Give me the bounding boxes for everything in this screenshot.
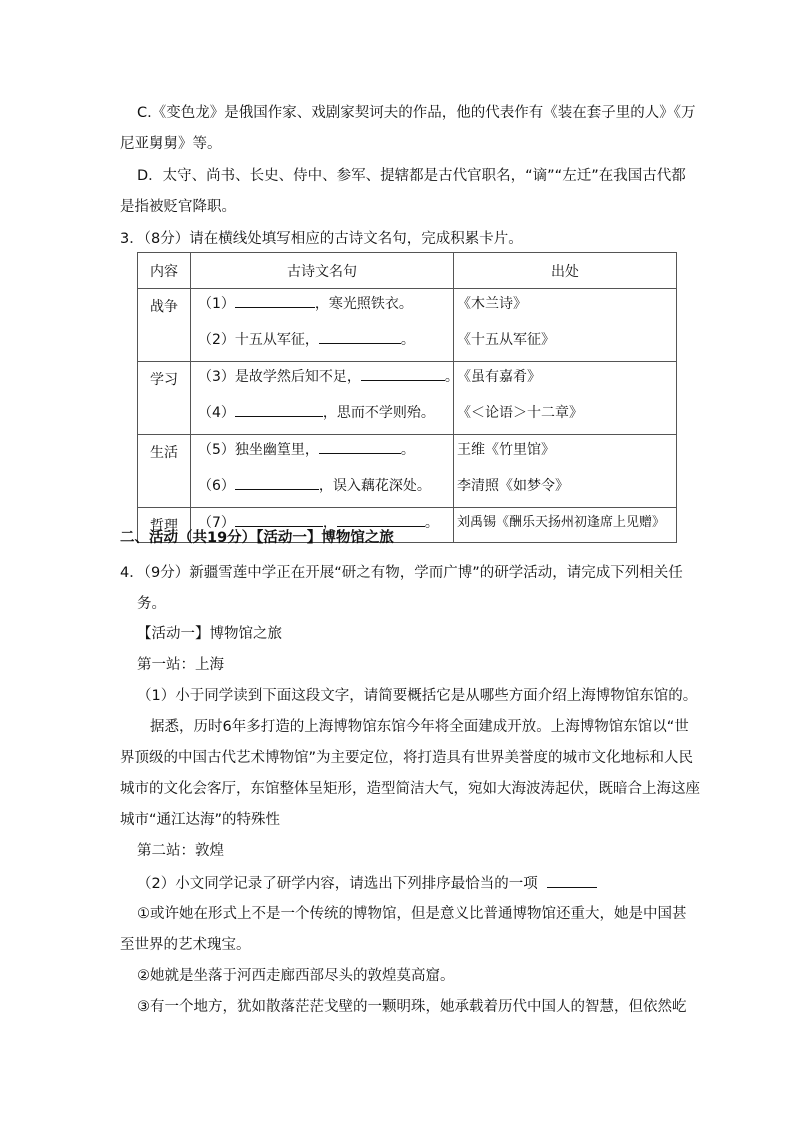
answer-blank[interactable] — [361, 366, 445, 381]
source-cell — [454, 362, 677, 435]
verse-line-5: （5）独坐幽篁里， 。 — [191, 435, 453, 471]
answer-blank[interactable] — [337, 512, 425, 527]
source-cell — [454, 508, 677, 543]
answer-blank[interactable] — [235, 475, 319, 490]
question-4-line1: 4．（9分）新疆雪莲中学正在开展“研之有物，学而广博”的研学活动，请完成下列相关任 — [120, 565, 683, 581]
verse-cell — [191, 362, 459, 435]
header-source: 出处 — [454, 253, 677, 289]
category-cell: 战争 — [138, 289, 191, 362]
subquestion-2: （2）小文同学记录了研学内容，请选出下列排序最恰当的一项 — [137, 873, 597, 894]
verse-cell — [191, 435, 454, 508]
header-content: 内容 — [138, 253, 191, 289]
answer-blank[interactable] — [319, 329, 401, 344]
category-cell: 哲理 — [138, 508, 191, 543]
question-3-title: 3．（8分）请在横线处填写相应的古诗文名句，完成积累卡片。 — [120, 231, 523, 247]
stop-2-heading: 第二站：敦煌 — [137, 843, 224, 859]
source-line: 《＜论语＞十二章》 — [457, 405, 583, 421]
sentence-item: ①或许她在形式上不是一个传统的博物馆，但是意义比普通博物馆还重大，她是中国甚 — [137, 906, 687, 922]
passage-line: 界顶级的中国古代艺术博物馆”为主要定位，将打造具有世界美誉度的城市文化地标和人民 — [120, 750, 694, 766]
option-c-line2: 尼亚舅舅》等。 — [120, 136, 222, 152]
option-d-line1: D．太守、尚书、长史、侍中、参军、提辖都是古代官职名，“谪”“左迁”在我国古代都 — [137, 168, 686, 184]
answer-blank[interactable] — [547, 873, 597, 888]
source-line: 《虽有嘉肴》 — [457, 369, 541, 385]
sentence-item: ③有一个地方，犹如散落茫茫戈壁的一颗明珠，她承载着历代中国人的智慧，但依然屹 — [137, 999, 687, 1015]
table-row-life — [138, 435, 677, 508]
answer-blank[interactable] — [235, 402, 323, 417]
verse-line-2: （2）十五从军征， 。 — [191, 325, 453, 361]
source-line: 李清照《如梦令》 — [457, 478, 569, 494]
sentence-item: ②她就是坐落于河西走廊西部尽头的敦煌莫高窟。 — [137, 968, 455, 984]
verse-line-4: （4） ，思而不学则殆。 — [191, 398, 453, 434]
source-line: 刘禹锡《酬乐天扬州初逢席上见赠》 — [457, 515, 666, 530]
verse-line-3: （3）是故学然后知不足， 。 — [191, 362, 453, 398]
sentence-item-continued: 至世界的艺术瑰宝。 — [120, 937, 251, 953]
answer-blank[interactable] — [235, 293, 315, 308]
header-verse: 古诗文名句 — [191, 253, 454, 289]
passage-line: 城市的文化会客厅，东馆整体呈矩形，造型简洁大气，宛如大海波涛起伏，既暗合上海这座 — [120, 781, 700, 797]
passage-line: 据悉，历时6年多打造的上海博物馆东馆今年将全面建成开放。上海博物馆东馆以“世 — [150, 719, 689, 735]
section-2-heading: 二、活动（共19分）【活动一】博物馆之旅 — [120, 530, 394, 546]
source-line: 《木兰诗》 — [457, 296, 527, 312]
table-header-row — [138, 253, 677, 289]
verse-line-1: （1） ，寒光照铁衣。 — [191, 289, 453, 325]
activity-1-heading: 【活动一】博物馆之旅 — [137, 626, 282, 642]
category-cell: 学习 — [138, 362, 191, 435]
passage-line: 城市“通江达海”的特殊性 — [120, 812, 281, 828]
option-c-line1: C.《变色龙》是俄国作家、戏剧家契诃夫的作品，他的代表作有《装在套子里的人》《万 — [137, 105, 696, 121]
option-d-line2: 是指被贬官降职。 — [120, 199, 236, 215]
category-cell: 生活 — [138, 435, 191, 508]
table-row-war — [138, 289, 677, 362]
poetry-card-table — [137, 252, 677, 543]
stop-1-heading: 第一站：上海 — [137, 657, 224, 673]
verse-cell — [191, 289, 454, 362]
source-cell — [454, 289, 677, 362]
answer-blank[interactable] — [235, 512, 323, 527]
verse-line-6: （6） ，误入藕花深处。 — [191, 471, 453, 507]
source-cell — [454, 435, 677, 508]
verse-line-7: （7） ， 。 — [191, 508, 453, 542]
question-4-line2: 务。 — [137, 596, 166, 612]
source-line: 《十五从军征》 — [457, 332, 555, 348]
source-line: 王维《竹里馆》 — [457, 442, 555, 458]
table-row-study — [138, 362, 677, 435]
answer-blank[interactable] — [319, 439, 401, 454]
subquestion-1: （1）小于同学读到下面这段文字，请简要概括它是从哪些方面介绍上海博物馆东馆的。 — [137, 688, 698, 704]
